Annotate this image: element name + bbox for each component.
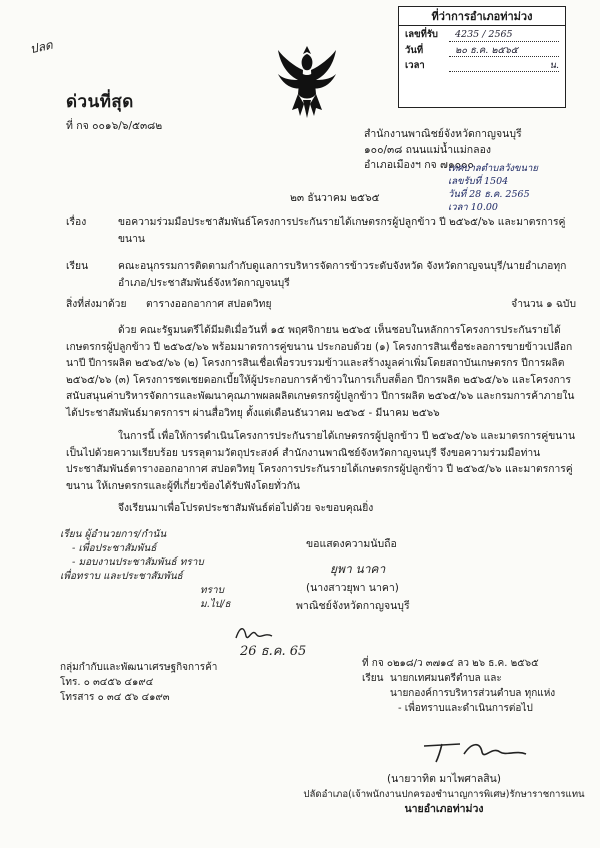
- recipient-text: คณะอนุกรรมการติดตามกำกับดูแลการบริหารจัดการข้าวระดับจังหวัด จังหวัดกาญจนบุรี/นายอำเภอทุกอำเภอ/ประชาสัมพันธ์จังหวัดกาญจนบุรี: [118, 260, 567, 289]
- receive-stamp-time: เวลา 10.00: [448, 202, 498, 213]
- reviewer-title: ปลัดอำเภอ(เจ้าพนักงานปกครองชำนาญการพิเศษ)รักษาราชการแทน: [303, 789, 585, 800]
- handwritten-note: ทราบ: [200, 585, 224, 596]
- recipient-label: เรียน: [66, 260, 89, 272]
- endorsement-ref: ที่ กจ ๐๒๑๘/ว ๓๗๑๔ ลว ๒๖ ธ.ค. ๒๕๖๕: [362, 658, 539, 669]
- handwritten-note: - มอบงานประชาสัมพันธ์ ทราบ: [72, 557, 204, 568]
- garuda-emblem-icon: [276, 44, 338, 120]
- receipt-stamp-row: [399, 57, 565, 72]
- handwritten-note: - เพื่อประชาสัมพันธ์: [72, 543, 157, 554]
- agency-address-line-1: ๑๐๐/๓๘ ถนนแม่น้ำแม่กลอง: [364, 143, 492, 156]
- signer-title: พาณิชย์จังหวัดกาญจนบุรี: [296, 600, 410, 612]
- footer-phone: โทร. ๐ ๓๔๕๖ ๔๑๙๔: [60, 677, 154, 688]
- receipt-time-label: เวลา: [405, 59, 425, 71]
- attachment-count: จำนวน ๑ ฉบับ: [511, 298, 576, 310]
- handwritten-note: เพื่อทราบ และประชาสัมพันธ์: [60, 571, 183, 582]
- reviewer-signature-icon: [420, 738, 530, 764]
- footer-department: กลุ่มกำกับและพัฒนาเศรษฐกิจการค้า: [60, 662, 218, 673]
- receive-stamp-secondary: [448, 162, 538, 214]
- initials-scribble-icon: [234, 624, 274, 644]
- reviewer-name: (นายวาทิต มาไพศาลสิน): [387, 773, 501, 785]
- subject-line: [66, 214, 576, 247]
- signature-scribble: ยุพา นาคา: [330, 562, 386, 576]
- receipt-stamp-row: [399, 26, 565, 41]
- subject-label: เรื่อง: [66, 216, 87, 228]
- attachment-label: สิ่งที่ส่งมาด้วย: [66, 298, 127, 310]
- receipt-stamp-title: ที่ว่าการอำเภอท่าม่วง: [399, 7, 565, 26]
- footer-fax: โทรสาร ๐ ๓๔ ๕๖ ๔๑๙๓: [60, 692, 170, 703]
- endorsement-to-line-1: นายกเทศมนตรีตำบล และ: [390, 673, 502, 684]
- footer-contact: [60, 660, 217, 705]
- handwritten-notes: [60, 528, 290, 612]
- closing-text: ขอแสดงความนับถือ: [306, 538, 397, 550]
- receipt-number-label: เลขที่รับ: [405, 29, 438, 41]
- endorsement-block: [362, 656, 594, 716]
- handwritten-date: 26 ธ.ค. 65: [240, 644, 307, 659]
- urgency-label: ด่วนที่สุด: [66, 92, 134, 112]
- endorsement-to-line-2: นายกองค์การบริหารส่วนตำบล ทุกแห่ง: [390, 688, 556, 699]
- receipt-date-label: วันที่: [405, 44, 424, 56]
- endorsement-to: [362, 671, 594, 686]
- margin-note: ปลด: [28, 37, 54, 57]
- receive-stamp-number: เลขรับที่ 1504: [448, 176, 509, 187]
- body-paragraph-2: ในการนี้ เพื่อให้การดำเนินโครงการประกันรายได้เกษตรกรผู้ปลูกข้าว ปี ๒๕๖๕/๖๖ และมาตรการคู่ขนาน เป็นไปด้วยความเรียบร้อย บรรลุตามวัตถุประสงค์ สำนักงานพาณิชย์จังหวัดกาญจนบุรี จึงขอความร่วมมือท่านประชาสัมพันธ์ตารางออกอากาศ สปอตวิทยุ โครงการประกันรายได้เกษตรกรผู้ปลูกข้าว ปี ๒๕๖๕/๖๖ และมาตรการคู่ขนาน ให้เกษตรกรและผู้ที่เกี่ยวข้องได้รับฟังโดยทั่วกัน: [66, 430, 576, 492]
- document-number: ที่ กจ ๐๐๑๖/๖/๕๓๘๒: [66, 120, 163, 132]
- attachment-text: ตารางออกอากาศ สปอตวิทยุ: [146, 298, 272, 310]
- receive-stamp-date: วันที่ 28 ธ.ค. 2565: [448, 189, 530, 200]
- receipt-date-value: ๒๐ ธ.ค. ๒๕๖๕: [449, 45, 559, 57]
- endorsement-to-label: เรียน: [362, 673, 384, 684]
- body-paragraph-1: ด้วย คณะรัฐมนตรีได้มีมติเมื่อวันที่ ๑๕ พฤศจิกายน ๒๕๖๕ เห็นชอบในหลักการโครงการประกันรายได้เกษตรกรผู้ปลูกข้าว ปี ๒๕๖๕/๖๖ พร้อมมาตรการคู่ขนาน ประกอบด้วย (๑) โครงการสินเชื่อชะลอการขายข้าวเปลือกนาปี ปีการผลิต ๒๕๖๕/๖๖ (๒) โครงการสินเชื่อเพื่อรวบรวมข้าวและสร้างมูลค่าเพิ่มโดยสถาบันเกษตรกร ปีการผลิต ๒๕๖๕/๖๖ (๓) โครงการชดเชยดอกเบี้ยให้ผู้ประกอบการค้าข้าวในการเก็บสต็อก ปีการผลิต ๒๕๖๕/๖๖ และโครงการสนับสนุนค่าบริหารจัดการและพัฒนาคุณภาพผลผลิตเกษตรกรผู้ปลูกข้าว ปีการผลิต ๒๕๖๕/๖๖ และกรมการค้าภายใน ได้ประชาสัมพันธ์มาตรการฯ ผ่านสื่อวิทยุ ตั้งแต่เดือนธันวาคม ๒๕๖๕ - มีนาคม ๒๕๖๖: [66, 324, 575, 419]
- handwritten-note: เรียน ผู้อำนวยการ/กำนัน: [60, 529, 167, 540]
- reviewer-block: [296, 772, 592, 817]
- letter-date: ๒๓ ธันวาคม ๒๕๖๕: [290, 192, 380, 204]
- receipt-stamp-row: [399, 42, 565, 57]
- reviewer-office: นายอำเภอท่าม่วง: [404, 803, 484, 815]
- agency-address-line-2: อำเภอเมืองฯ กจ ๗๑๐๐๐: [364, 159, 474, 172]
- handwritten-note: ม.ไป/ธ: [200, 599, 231, 610]
- signer-name: (นางสาวยุพา นาคา): [306, 582, 399, 594]
- receive-stamp-office: เทศบาลตำบลวังขนาย: [448, 163, 538, 174]
- agency-name: สำนักงานพาณิชย์จังหวัดกาญจนบุรี: [364, 128, 522, 140]
- recipient-line: [66, 258, 576, 291]
- receipt-time-value: น.: [449, 60, 559, 72]
- receipt-number-value: 4235 / 2565: [449, 29, 559, 41]
- subject-text: ขอความร่วมมือประชาสัมพันธ์โครงการประกันรายได้เกษตรกรผู้ปลูกข้าว ปี ๒๕๖๕/๖๖ และมาตรการคู่ขนาน: [118, 216, 566, 245]
- endorsement-action: - เพื่อทราบและดำเนินการต่อไป: [398, 703, 533, 714]
- attachment-line: [66, 296, 576, 313]
- receipt-stamp: [398, 6, 566, 108]
- body-paragraph-3: จึงเรียนมาเพื่อโปรดประชาสัมพันธ์ต่อไปด้วย จะขอบคุณยิ่ง: [118, 502, 374, 514]
